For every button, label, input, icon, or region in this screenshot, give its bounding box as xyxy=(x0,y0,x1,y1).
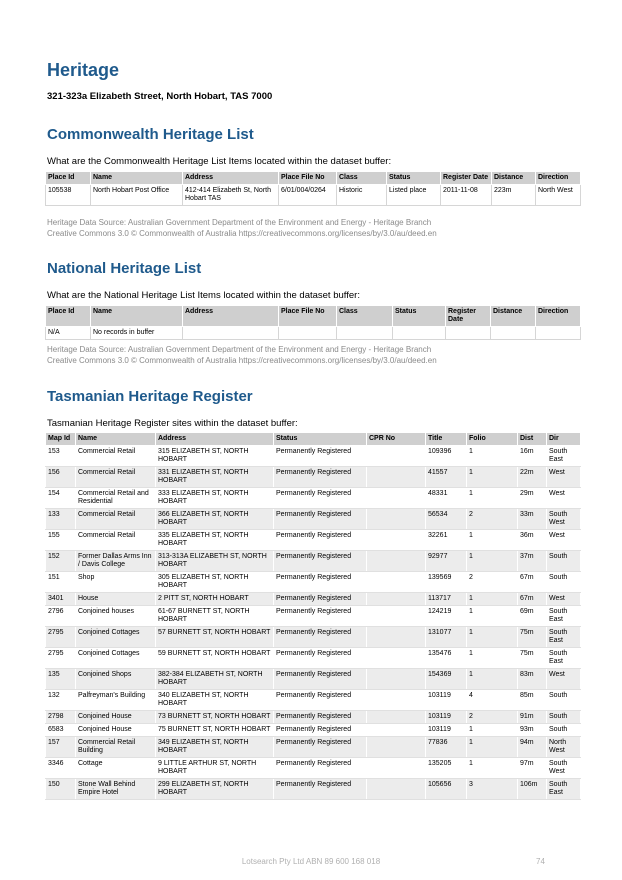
table-cell: 3401 xyxy=(46,593,76,606)
table-cell: 2 xyxy=(467,572,518,593)
table-cell: 313-313A ELIZABETH ST, NORTH HOBART xyxy=(156,551,274,572)
table-cell: 83m xyxy=(518,669,547,690)
commonwealth-section-title: Commonwealth Heritage List xyxy=(47,126,254,143)
table-cell: 124219 xyxy=(426,606,467,627)
column-header: Register Date xyxy=(446,306,491,327)
table-cell: Permanently Registered xyxy=(274,724,367,737)
table-cell: 75m xyxy=(518,627,547,648)
table-cell: 37m xyxy=(518,551,547,572)
table-cell: 105656 xyxy=(426,779,467,800)
table-cell: Permanently Registered xyxy=(274,530,367,551)
table-cell xyxy=(183,327,279,340)
table-cell xyxy=(367,606,426,627)
table-row xyxy=(46,724,581,737)
column-header: Distance xyxy=(492,172,536,185)
table-cell: 16m xyxy=(518,446,547,467)
table-row xyxy=(46,467,581,488)
table-cell: 32261 xyxy=(426,530,467,551)
table-cell xyxy=(367,758,426,779)
table-cell: South xyxy=(547,572,581,593)
national-intro: What are the National Heritage List Items located within the dataset buffer: xyxy=(47,290,360,301)
table-cell: Permanently Registered xyxy=(274,711,367,724)
table-cell: Commercial Retail Building xyxy=(76,737,156,758)
page-title: Heritage xyxy=(47,60,120,80)
table-cell: 1 xyxy=(467,467,518,488)
column-header: Folio xyxy=(467,433,518,446)
table-cell: 97m xyxy=(518,758,547,779)
column-header: Place Id xyxy=(46,172,91,185)
table-cell: 67m xyxy=(518,572,547,593)
table-row xyxy=(46,690,581,711)
table-cell: 103119 xyxy=(426,690,467,711)
table-cell xyxy=(367,530,426,551)
table-cell: West xyxy=(547,488,581,509)
table-cell: 22m xyxy=(518,467,547,488)
table-row xyxy=(46,509,581,530)
table-row xyxy=(46,606,581,627)
table-cell: 69m xyxy=(518,606,547,627)
table-cell xyxy=(367,669,426,690)
table-cell: 152 xyxy=(46,551,76,572)
table-cell: Permanently Registered xyxy=(274,488,367,509)
table-cell: 9 LITTLE ARTHUR ST, NORTH HOBART xyxy=(156,758,274,779)
table-row xyxy=(46,758,581,779)
table-cell: 151 xyxy=(46,572,76,593)
table-cell: 67m xyxy=(518,593,547,606)
table-cell xyxy=(367,488,426,509)
table-cell: 113717 xyxy=(426,593,467,606)
table-cell: West xyxy=(547,593,581,606)
table-cell: 135205 xyxy=(426,758,467,779)
table-cell: Permanently Registered xyxy=(274,551,367,572)
table-cell: Permanently Registered xyxy=(274,690,367,711)
table-cell xyxy=(367,779,426,800)
table-cell: South xyxy=(547,724,581,737)
table-cell: 36m xyxy=(518,530,547,551)
table-cell: 73 BURNETT ST, NORTH HOBART xyxy=(156,711,274,724)
table-cell: Permanently Registered xyxy=(274,669,367,690)
table-row xyxy=(46,530,581,551)
table-cell: 153 xyxy=(46,446,76,467)
table-cell: South East xyxy=(547,606,581,627)
table-cell: Palfreyman's Building xyxy=(76,690,156,711)
table-cell: 333 ELIZABETH ST, NORTH HOBART xyxy=(156,488,274,509)
table-cell: West xyxy=(547,467,581,488)
table-cell: 2795 xyxy=(46,627,76,648)
table-cell: 75m xyxy=(518,648,547,669)
table-row xyxy=(46,648,581,669)
table-cell: Commercial Retail and Residential xyxy=(76,488,156,509)
table-cell: Permanently Registered xyxy=(274,627,367,648)
column-header: CPR No xyxy=(367,433,426,446)
table-cell: 2796 xyxy=(46,606,76,627)
table-cell: 2 xyxy=(467,711,518,724)
table-cell: 1 xyxy=(467,530,518,551)
table-row xyxy=(46,551,581,572)
table-cell: 1 xyxy=(467,446,518,467)
table-cell: South West xyxy=(547,509,581,530)
table-cell: 1 xyxy=(467,488,518,509)
table-cell: 1 xyxy=(467,593,518,606)
table-cell: Permanently Registered xyxy=(274,779,367,800)
table-cell: South xyxy=(547,551,581,572)
table-cell: 2011-11-08 xyxy=(441,185,492,206)
table-cell: Shop xyxy=(76,572,156,593)
table-cell: Stone Wall Behind Empire Hotel xyxy=(76,779,156,800)
table-row xyxy=(46,711,581,724)
table-cell: 155 xyxy=(46,530,76,551)
column-header: Address xyxy=(183,306,279,327)
table-cell: 2 xyxy=(467,509,518,530)
table-cell: 29m xyxy=(518,488,547,509)
table-cell: 77836 xyxy=(426,737,467,758)
table-cell xyxy=(367,724,426,737)
table-cell: Cottage xyxy=(76,758,156,779)
table-cell: 135476 xyxy=(426,648,467,669)
column-header: Map Id xyxy=(46,433,76,446)
table-cell: Permanently Registered xyxy=(274,467,367,488)
table-cell: Listed place xyxy=(387,185,441,206)
table-cell: 366 ELIZABETH ST, NORTH HOBART xyxy=(156,509,274,530)
table-cell: 154 xyxy=(46,488,76,509)
column-header: Name xyxy=(76,433,156,446)
national-source xyxy=(47,344,437,366)
table-cell: 131077 xyxy=(426,627,467,648)
column-header: Register Date xyxy=(441,172,492,185)
table-cell: Conjoined House xyxy=(76,724,156,737)
table-cell xyxy=(367,467,426,488)
column-header: Place File No xyxy=(279,172,337,185)
commonwealth-source-line2: Creative Commons 3.0 © Commonwealth of Australia https://creativecommons.org/licenses/by/3.0/au/deed.en xyxy=(47,229,437,238)
table-cell xyxy=(367,711,426,724)
table-cell: 1 xyxy=(467,724,518,737)
table-cell: North West xyxy=(547,737,581,758)
tasmanian-intro: Tasmanian Heritage Register sites within the dataset buffer: xyxy=(47,418,298,429)
table-cell: 412-414 Elizabeth St, North Hobart TAS xyxy=(183,185,279,206)
table-cell: 331 ELIZABETH ST, NORTH HOBART xyxy=(156,467,274,488)
table-cell: North Hobart Post Office xyxy=(91,185,183,206)
table-cell: 59 BURNETT ST, NORTH HOBART xyxy=(156,648,274,669)
table-cell: 105538 xyxy=(46,185,91,206)
column-header: Status xyxy=(387,172,441,185)
table-cell: House xyxy=(76,593,156,606)
footer-company: Lotsearch Pty Ltd ABN 89 600 168 018 xyxy=(241,857,381,866)
table-cell: South xyxy=(547,690,581,711)
table-cell: Permanently Registered xyxy=(274,606,367,627)
table-cell xyxy=(367,551,426,572)
table-cell: 132 xyxy=(46,690,76,711)
table-row xyxy=(46,185,581,206)
table-cell: 57 BURNETT ST, NORTH HOBART xyxy=(156,627,274,648)
table-cell: 33m xyxy=(518,509,547,530)
table-cell xyxy=(337,327,393,340)
column-header: Direction xyxy=(536,306,581,327)
table-cell xyxy=(367,627,426,648)
table-cell: Permanently Registered xyxy=(274,758,367,779)
table-cell: 139569 xyxy=(426,572,467,593)
table-cell: North West xyxy=(536,185,581,206)
tasmanian-table xyxy=(45,432,581,800)
table-cell: N/A xyxy=(46,327,91,340)
commonwealth-source-line1: Heritage Data Source: Australian Government Department of the Environment and Energy - Heritage Branch xyxy=(47,218,432,227)
column-header: Name xyxy=(91,306,183,327)
table-cell: Permanently Registered xyxy=(274,572,367,593)
table-cell: West xyxy=(547,669,581,690)
table-cell: Commercial Retail xyxy=(76,467,156,488)
table-cell: 85m xyxy=(518,690,547,711)
table-row xyxy=(46,593,581,606)
table-cell: 6583 xyxy=(46,724,76,737)
table-cell: Permanently Registered xyxy=(274,737,367,758)
table-row xyxy=(46,669,581,690)
table-cell: South East xyxy=(547,648,581,669)
tasmanian-section-title: Tasmanian Heritage Register xyxy=(47,388,253,405)
table-cell: 1 xyxy=(467,758,518,779)
table-cell: 109396 xyxy=(426,446,467,467)
table-cell: Permanently Registered xyxy=(274,593,367,606)
table-cell: 92977 xyxy=(426,551,467,572)
column-header: Distance xyxy=(491,306,536,327)
column-header: Address xyxy=(183,172,279,185)
table-cell xyxy=(367,737,426,758)
table-cell: 6/01/004/0264 xyxy=(279,185,337,206)
table-cell: 1 xyxy=(467,648,518,669)
table-cell: 340 ELIZABETH ST, NORTH HOBART xyxy=(156,690,274,711)
table-cell: 3 xyxy=(467,779,518,800)
table-cell: 154369 xyxy=(426,669,467,690)
table-cell: South East xyxy=(547,446,581,467)
tasmanian-header-row xyxy=(46,433,581,446)
column-header: Class xyxy=(337,306,393,327)
table-cell: 2 PITT ST, NORTH HOBART xyxy=(156,593,274,606)
table-cell: 41557 xyxy=(426,467,467,488)
table-cell xyxy=(393,327,446,340)
table-row xyxy=(46,779,581,800)
table-cell: 106m xyxy=(518,779,547,800)
table-cell xyxy=(367,648,426,669)
table-cell: Conjoined Cottages xyxy=(76,648,156,669)
table-cell: Commercial Retail xyxy=(76,446,156,467)
table-cell: Commercial Retail xyxy=(76,509,156,530)
table-cell xyxy=(367,593,426,606)
table-cell: 1 xyxy=(467,627,518,648)
column-header: Status xyxy=(393,306,446,327)
table-cell: 3346 xyxy=(46,758,76,779)
table-row xyxy=(46,572,581,593)
table-cell: Historic xyxy=(337,185,387,206)
table-cell xyxy=(279,327,337,340)
table-cell: Conjoined House xyxy=(76,711,156,724)
national-section-title: National Heritage List xyxy=(47,260,202,277)
table-cell: 1 xyxy=(467,606,518,627)
table-cell: 223m xyxy=(492,185,536,206)
table-cell: 61-67 BURNETT ST, NORTH HOBART xyxy=(156,606,274,627)
commonwealth-intro: What are the Commonwealth Heritage List Items located within the dataset buffer: xyxy=(47,156,392,167)
table-cell xyxy=(536,327,581,340)
table-row xyxy=(46,446,581,467)
table-cell: South West xyxy=(547,758,581,779)
commonwealth-table xyxy=(45,171,581,206)
table-cell: 305 ELIZABETH ST, NORTH HOBART xyxy=(156,572,274,593)
table-cell: 94m xyxy=(518,737,547,758)
table-row xyxy=(46,737,581,758)
table-row xyxy=(46,327,581,340)
table-cell: 315 ELIZABETH ST, NORTH HOBART xyxy=(156,446,274,467)
table-cell: Former Dallas Arms Inn / Davis College xyxy=(76,551,156,572)
table-cell xyxy=(367,572,426,593)
table-row xyxy=(46,488,581,509)
table-cell: 56534 xyxy=(426,509,467,530)
table-cell: South xyxy=(547,711,581,724)
table-cell: South East xyxy=(547,627,581,648)
table-cell: 335 ELIZABETH ST, NORTH HOBART xyxy=(156,530,274,551)
national-source-line2: Creative Commons 3.0 © Commonwealth of Australia https://creativecommons.org/licenses/by/3.0/au/deed.en xyxy=(47,356,437,365)
table-cell: 48331 xyxy=(426,488,467,509)
column-header: Class xyxy=(337,172,387,185)
table-cell: 75 BURNETT ST, NORTH HOBART xyxy=(156,724,274,737)
table-cell: 91m xyxy=(518,711,547,724)
table-cell: 156 xyxy=(46,467,76,488)
table-cell: Permanently Registered xyxy=(274,648,367,669)
table-cell xyxy=(367,690,426,711)
column-header: Direction xyxy=(536,172,581,185)
table-cell: 103119 xyxy=(426,711,467,724)
table-cell: 157 xyxy=(46,737,76,758)
site-address: 321-323a Elizabeth Street, North Hobart, TAS 7000 xyxy=(47,91,273,102)
table-cell: Conjoined Cottages xyxy=(76,627,156,648)
table-cell: Conjoined Shops xyxy=(76,669,156,690)
table-cell: 4 xyxy=(467,690,518,711)
table-cell xyxy=(491,327,536,340)
column-header: Address xyxy=(156,433,274,446)
table-cell: 1 xyxy=(467,551,518,572)
table-cell: 93m xyxy=(518,724,547,737)
table-cell: 1 xyxy=(467,737,518,758)
column-header: Name xyxy=(91,172,183,185)
table-cell: 1 xyxy=(467,669,518,690)
column-header: Status xyxy=(274,433,367,446)
table-cell: West xyxy=(547,530,581,551)
table-cell: 382-384 ELIZABETH ST, NORTH HOBART xyxy=(156,669,274,690)
table-cell: Permanently Registered xyxy=(274,509,367,530)
table-cell: 2795 xyxy=(46,648,76,669)
national-source-line1: Heritage Data Source: Australian Government Department of the Environment and Energy - Heritage Branch xyxy=(47,345,432,354)
national-table xyxy=(45,305,581,340)
column-header: Dist xyxy=(518,433,547,446)
table-cell: Commercial Retail xyxy=(76,530,156,551)
table-cell xyxy=(367,446,426,467)
table-cell xyxy=(446,327,491,340)
table-cell: 299 ELIZABETH ST, NORTH HOBART xyxy=(156,779,274,800)
commonwealth-header-row xyxy=(46,172,581,185)
table-cell: Conjoined houses xyxy=(76,606,156,627)
table-cell: 103119 xyxy=(426,724,467,737)
table-cell: 2798 xyxy=(46,711,76,724)
column-header: Title xyxy=(426,433,467,446)
page-number: 74 xyxy=(536,857,545,866)
table-cell: Permanently Registered xyxy=(274,446,367,467)
national-header-row xyxy=(46,306,581,327)
table-cell xyxy=(367,509,426,530)
column-header: Place File No xyxy=(279,306,337,327)
table-cell: South East xyxy=(547,779,581,800)
table-row xyxy=(46,627,581,648)
column-header: Dir xyxy=(547,433,581,446)
table-cell: 133 xyxy=(46,509,76,530)
table-cell: 349 ELIZABETH ST, NORTH HOBART xyxy=(156,737,274,758)
column-header: Place Id xyxy=(46,306,91,327)
commonwealth-source xyxy=(47,217,437,239)
table-cell: No records in buffer xyxy=(91,327,183,340)
table-cell: 150 xyxy=(46,779,76,800)
table-cell: 135 xyxy=(46,669,76,690)
